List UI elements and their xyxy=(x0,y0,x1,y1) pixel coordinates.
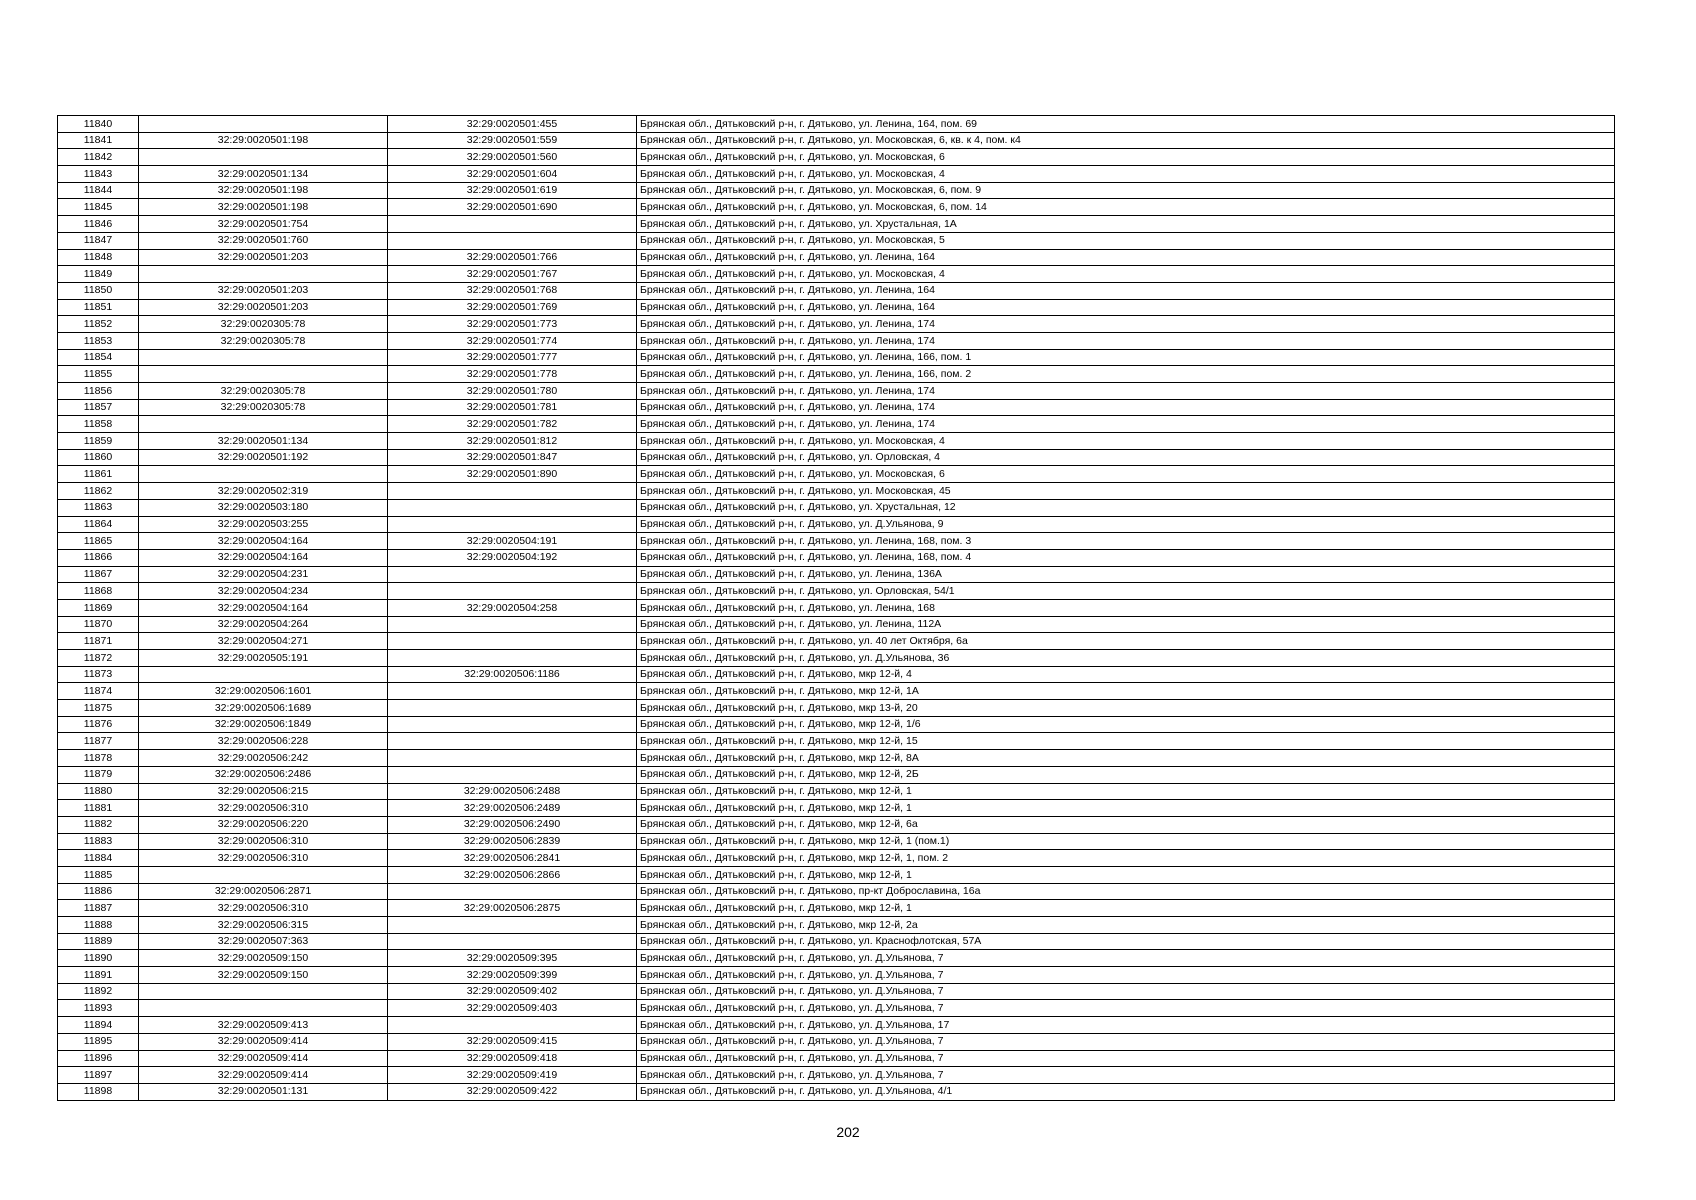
cadastral-parcel-cell: 32:29:0020506:1689 xyxy=(139,700,388,717)
address-cell: Брянская обл., Дятьковский р-н, г. Дятьково, ул. Д.Ульянова, 7 xyxy=(637,1000,1615,1017)
table-row xyxy=(58,1083,1615,1100)
row-number-cell: 11865 xyxy=(58,533,139,550)
cadastral-object-cell xyxy=(388,516,637,533)
table-row xyxy=(58,116,1615,133)
table-row xyxy=(58,983,1615,1000)
cadastral-parcel-cell: 32:29:0020506:228 xyxy=(139,733,388,750)
cadastral-object-cell: 32:29:0020501:774 xyxy=(388,332,637,349)
row-number-cell: 11854 xyxy=(58,349,139,366)
address-cell: Брянская обл., Дятьковский р-н, г. Дятьково, мкр 12-й, 8А xyxy=(637,750,1615,767)
cadastral-parcel-cell: 32:29:0020509:414 xyxy=(139,1033,388,1050)
cadastral-parcel-cell: 32:29:0020501:198 xyxy=(139,199,388,216)
cadastral-parcel-cell xyxy=(139,149,388,166)
row-number-cell: 11895 xyxy=(58,1033,139,1050)
cadastral-parcel-cell: 32:29:0020509:414 xyxy=(139,1050,388,1067)
address-cell: Брянская обл., Дятьковский р-н, г. Дятьково, мкр 12-й, 15 xyxy=(637,733,1615,750)
table-row xyxy=(58,1000,1615,1017)
cadastral-object-cell: 32:29:0020506:2488 xyxy=(388,783,637,800)
row-number-cell: 11863 xyxy=(58,499,139,516)
cadastral-object-cell: 32:29:0020506:1186 xyxy=(388,666,637,683)
cadastral-registry-table xyxy=(57,115,1615,1101)
cadastral-parcel-cell: 32:29:0020501:760 xyxy=(139,232,388,249)
row-number-cell: 11892 xyxy=(58,983,139,1000)
cadastral-parcel-cell xyxy=(139,666,388,683)
cadastral-object-cell: 32:29:0020501:767 xyxy=(388,266,637,283)
table-row xyxy=(58,199,1615,216)
address-cell: Брянская обл., Дятьковский р-н, г. Дятьково, ул. Московская, 4 xyxy=(637,433,1615,450)
cadastral-object-cell: 32:29:0020509:418 xyxy=(388,1050,637,1067)
table-row xyxy=(58,349,1615,366)
table-row xyxy=(58,967,1615,984)
cadastral-object-cell: 32:29:0020509:422 xyxy=(388,1083,637,1100)
address-cell: Брянская обл., Дятьковский р-н, г. Дятьково, ул. Московская, 5 xyxy=(637,232,1615,249)
row-number-cell: 11843 xyxy=(58,166,139,183)
row-number-cell: 11883 xyxy=(58,833,139,850)
row-number-cell: 11873 xyxy=(58,666,139,683)
cadastral-object-cell xyxy=(388,700,637,717)
cadastral-object-cell: 32:29:0020501:890 xyxy=(388,466,637,483)
cadastral-parcel-cell: 32:29:0020504:164 xyxy=(139,599,388,616)
row-number-cell: 11845 xyxy=(58,199,139,216)
table-row xyxy=(58,533,1615,550)
row-number-cell: 11858 xyxy=(58,416,139,433)
address-cell: Брянская обл., Дятьковский р-н, г. Дятьково, ул. Московская, 6, пом. 14 xyxy=(637,199,1615,216)
address-cell: Брянская обл., Дятьковский р-н, г. Дятьково, мкр 12-й, 1 xyxy=(637,866,1615,883)
cadastral-object-cell: 32:29:0020509:403 xyxy=(388,1000,637,1017)
cadastral-object-cell: 32:29:0020504:192 xyxy=(388,549,637,566)
address-cell: Брянская обл., Дятьковский р-н, г. Дятьково, ул. Д.Ульянова, 7 xyxy=(637,950,1615,967)
table-row xyxy=(58,666,1615,683)
table-row xyxy=(58,516,1615,533)
cadastral-object-cell: 32:29:0020506:2490 xyxy=(388,816,637,833)
table-row xyxy=(58,816,1615,833)
address-cell: Брянская обл., Дятьковский р-н, г. Дятьково, ул. Хрустальная, 1А xyxy=(637,216,1615,233)
cadastral-parcel-cell xyxy=(139,366,388,383)
address-cell: Брянская обл., Дятьковский р-н, г. Дятьково, ул. Ленина, 164 xyxy=(637,299,1615,316)
address-cell: Брянская обл., Дятьковский р-н, г. Дятьково, ул. Ленина, 166, пом. 1 xyxy=(637,349,1615,366)
cadastral-object-cell xyxy=(388,499,637,516)
row-number-cell: 11866 xyxy=(58,549,139,566)
row-number-cell: 11841 xyxy=(58,132,139,149)
address-cell: Брянская обл., Дятьковский р-н, г. Дятьково, ул. Орловская, 4 xyxy=(637,449,1615,466)
cadastral-object-cell xyxy=(388,483,637,500)
address-cell: Брянская обл., Дятьковский р-н, г. Дятьково, ул. Ленина, 136А xyxy=(637,566,1615,583)
row-number-cell: 11882 xyxy=(58,816,139,833)
cadastral-parcel-cell xyxy=(139,983,388,1000)
address-cell: Брянская обл., Дятьковский р-н, г. Дятьково, ул. Ленина, 168 xyxy=(637,599,1615,616)
row-number-cell: 11862 xyxy=(58,483,139,500)
cadastral-object-cell xyxy=(388,616,637,633)
address-cell: Брянская обл., Дятьковский р-н, г. Дятьково, ул. Московская, 4 xyxy=(637,266,1615,283)
cadastral-object-cell xyxy=(388,766,637,783)
address-cell: Брянская обл., Дятьковский р-н, г. Дятьково, ул. Ленина, 174 xyxy=(637,383,1615,400)
table-row xyxy=(58,683,1615,700)
address-cell: Брянская обл., Дятьковский р-н, г. Дятьково, мкр 12-й, 6а xyxy=(637,816,1615,833)
address-cell: Брянская обл., Дятьковский р-н, г. Дятьково, мкр 13-й, 20 xyxy=(637,700,1615,717)
table-row xyxy=(58,599,1615,616)
cadastral-parcel-cell: 32:29:0020506:310 xyxy=(139,800,388,817)
table-row xyxy=(58,332,1615,349)
address-cell: Брянская обл., Дятьковский р-н, г. Дятьково, ул. Московская, 6 xyxy=(637,149,1615,166)
row-number-cell: 11896 xyxy=(58,1050,139,1067)
row-number-cell: 11853 xyxy=(58,332,139,349)
cadastral-parcel-cell xyxy=(139,1000,388,1017)
address-cell: Брянская обл., Дятьковский р-н, г. Дятьково, мкр 12-й, 2Б xyxy=(637,766,1615,783)
cadastral-parcel-cell xyxy=(139,466,388,483)
address-cell: Брянская обл., Дятьковский р-н, г. Дятьково, ул. Ленина, 168, пом. 3 xyxy=(637,533,1615,550)
cadastral-parcel-cell: 32:29:0020305:78 xyxy=(139,332,388,349)
address-cell: Брянская обл., Дятьковский р-н, г. Дятьково, мкр 12-й, 4 xyxy=(637,666,1615,683)
row-number-cell: 11889 xyxy=(58,933,139,950)
cadastral-parcel-cell: 32:29:0020506:2486 xyxy=(139,766,388,783)
row-number-cell: 11852 xyxy=(58,316,139,333)
cadastral-parcel-cell: 32:29:0020506:310 xyxy=(139,900,388,917)
address-cell: Брянская обл., Дятьковский р-н, г. Дятьково, ул. Ленина, 164 xyxy=(637,282,1615,299)
table-row xyxy=(58,182,1615,199)
address-cell: Брянская обл., Дятьковский р-н, г. Дятьково, ул. Хрустальная, 12 xyxy=(637,499,1615,516)
cadastral-object-cell: 32:29:0020504:258 xyxy=(388,599,637,616)
cadastral-object-cell: 32:29:0020506:2866 xyxy=(388,866,637,883)
address-cell: Брянская обл., Дятьковский р-н, г. Дятьково, мкр 12-й, 1 (пом.1) xyxy=(637,833,1615,850)
cadastral-parcel-cell: 32:29:0020504:231 xyxy=(139,566,388,583)
cadastral-object-cell xyxy=(388,733,637,750)
cadastral-object-cell: 32:29:0020501:560 xyxy=(388,149,637,166)
cadastral-parcel-cell: 32:29:0020501:134 xyxy=(139,166,388,183)
cadastral-object-cell: 32:29:0020509:399 xyxy=(388,967,637,984)
row-number-cell: 11847 xyxy=(58,232,139,249)
table-row xyxy=(58,850,1615,867)
table-row xyxy=(58,399,1615,416)
row-number-cell: 11888 xyxy=(58,917,139,934)
table-row xyxy=(58,466,1615,483)
row-number-cell: 11846 xyxy=(58,216,139,233)
address-cell: Брянская обл., Дятьковский р-н, г. Дятьково, ул. Московская, 4 xyxy=(637,166,1615,183)
row-number-cell: 11856 xyxy=(58,383,139,400)
table-row xyxy=(58,132,1615,149)
table-row xyxy=(58,566,1615,583)
address-cell: Брянская обл., Дятьковский р-н, г. Дятьково, ул. Московская, 45 xyxy=(637,483,1615,500)
cadastral-object-cell: 32:29:0020501:812 xyxy=(388,433,637,450)
row-number-cell: 11880 xyxy=(58,783,139,800)
table-row xyxy=(58,866,1615,883)
row-number-cell: 11857 xyxy=(58,399,139,416)
row-number-cell: 11848 xyxy=(58,249,139,266)
cadastral-object-cell: 32:29:0020506:2839 xyxy=(388,833,637,850)
row-number-cell: 11842 xyxy=(58,149,139,166)
cadastral-parcel-cell xyxy=(139,116,388,133)
row-number-cell: 11860 xyxy=(58,449,139,466)
table-row xyxy=(58,733,1615,750)
cadastral-object-cell: 32:29:0020501:778 xyxy=(388,366,637,383)
address-cell: Брянская обл., Дятьковский р-н, г. Дятьково, ул. Московская, 6 xyxy=(637,466,1615,483)
table-row xyxy=(58,449,1615,466)
address-cell: Брянская обл., Дятьковский р-н, г. Дятьково, ул. Ленина, 164 xyxy=(637,249,1615,266)
cadastral-parcel-cell: 32:29:0020506:2871 xyxy=(139,883,388,900)
cadastral-parcel-cell: 32:29:0020506:310 xyxy=(139,850,388,867)
cadastral-object-cell: 32:29:0020506:2841 xyxy=(388,850,637,867)
cadastral-object-cell: 32:29:0020501:619 xyxy=(388,182,637,199)
cadastral-parcel-cell: 32:29:0020509:150 xyxy=(139,950,388,967)
address-cell: Брянская обл., Дятьковский р-н, г. Дятьково, мкр 12-й, 1А xyxy=(637,683,1615,700)
cadastral-object-cell: 32:29:0020504:191 xyxy=(388,533,637,550)
table-row xyxy=(58,1033,1615,1050)
address-cell: Брянская обл., Дятьковский р-н, г. Дятьково, ул. Д.Ульянова, 7 xyxy=(637,967,1615,984)
cadastral-parcel-cell: 32:29:0020501:754 xyxy=(139,216,388,233)
address-cell: Брянская обл., Дятьковский р-н, г. Дятьково, ул. Д.Ульянова, 4/1 xyxy=(637,1083,1615,1100)
cadastral-parcel-cell: 32:29:0020509:414 xyxy=(139,1067,388,1084)
cadastral-object-cell: 32:29:0020506:2489 xyxy=(388,800,637,817)
cadastral-parcel-cell: 32:29:0020501:134 xyxy=(139,433,388,450)
cadastral-parcel-cell: 32:29:0020305:78 xyxy=(139,316,388,333)
cadastral-object-cell xyxy=(388,566,637,583)
row-number-cell: 11879 xyxy=(58,766,139,783)
address-cell: Брянская обл., Дятьковский р-н, г. Дятьково, ул. Краснофлотская, 57А xyxy=(637,933,1615,950)
address-cell: Брянская обл., Дятьковский р-н, г. Дятьково, ул. Д.Ульянова, 7 xyxy=(637,1033,1615,1050)
cadastral-object-cell: 32:29:0020501:766 xyxy=(388,249,637,266)
cadastral-object-cell: 32:29:0020501:690 xyxy=(388,199,637,216)
table-row xyxy=(58,149,1615,166)
table-row xyxy=(58,650,1615,667)
address-cell: Брянская обл., Дятьковский р-н, г. Дятьково, ул. Д.Ульянова, 9 xyxy=(637,516,1615,533)
table-row xyxy=(58,383,1615,400)
cadastral-parcel-cell: 32:29:0020501:198 xyxy=(139,182,388,199)
table-row xyxy=(58,933,1615,950)
row-number-cell: 11874 xyxy=(58,683,139,700)
table-row xyxy=(58,883,1615,900)
table-row xyxy=(58,483,1615,500)
table-row xyxy=(58,716,1615,733)
cadastral-object-cell xyxy=(388,216,637,233)
address-cell: Брянская обл., Дятьковский р-н, г. Дятьково, ул. Московская, 6, кв. к 4, пом. к4 xyxy=(637,132,1615,149)
row-number-cell: 11887 xyxy=(58,900,139,917)
cadastral-parcel-cell: 32:29:0020506:315 xyxy=(139,917,388,934)
cadastral-parcel-cell: 32:29:0020509:150 xyxy=(139,967,388,984)
cadastral-parcel-cell: 32:29:0020502:319 xyxy=(139,483,388,500)
address-cell: Брянская обл., Дятьковский р-н, г. Дятьково, мкр 12-й, 1/6 xyxy=(637,716,1615,733)
row-number-cell: 11859 xyxy=(58,433,139,450)
cadastral-parcel-cell: 32:29:0020501:192 xyxy=(139,449,388,466)
row-number-cell: 11869 xyxy=(58,599,139,616)
cadastral-parcel-cell xyxy=(139,266,388,283)
cadastral-parcel-cell: 32:29:0020504:164 xyxy=(139,549,388,566)
address-cell: Брянская обл., Дятьковский р-н, г. Дятьково, ул. 40 лет Октября, 6а xyxy=(637,633,1615,650)
address-cell: Брянская обл., Дятьковский р-н, г. Дятьково, ул. Д.Ульянова, 17 xyxy=(637,1017,1615,1034)
table-row xyxy=(58,249,1615,266)
cadastral-parcel-cell: 32:29:0020501:198 xyxy=(139,132,388,149)
row-number-cell: 11884 xyxy=(58,850,139,867)
cadastral-parcel-cell xyxy=(139,349,388,366)
cadastral-object-cell xyxy=(388,583,637,600)
cadastral-parcel-cell xyxy=(139,866,388,883)
cadastral-parcel-cell: 32:29:0020509:413 xyxy=(139,1017,388,1034)
cadastral-object-cell xyxy=(388,883,637,900)
cadastral-object-cell xyxy=(388,1017,637,1034)
address-cell: Брянская обл., Дятьковский р-н, г. Дятьково, ул. Московская, 6, пом. 9 xyxy=(637,182,1615,199)
table-row xyxy=(58,282,1615,299)
table-row xyxy=(58,900,1615,917)
address-cell: Брянская обл., Дятьковский р-н, г. Дятьково, мкр 12-й, 1, пом. 2 xyxy=(637,850,1615,867)
cadastral-parcel-cell: 32:29:0020506:1849 xyxy=(139,716,388,733)
table-row xyxy=(58,216,1615,233)
address-cell: Брянская обл., Дятьковский р-н, г. Дятьково, ул. Д.Ульянова, 7 xyxy=(637,1050,1615,1067)
cadastral-parcel-cell: 32:29:0020504:164 xyxy=(139,533,388,550)
cadastral-object-cell: 32:29:0020501:777 xyxy=(388,349,637,366)
table-row xyxy=(58,433,1615,450)
row-number-cell: 11894 xyxy=(58,1017,139,1034)
registry-table-body xyxy=(58,116,1615,1101)
row-number-cell: 11849 xyxy=(58,266,139,283)
table-row xyxy=(58,549,1615,566)
row-number-cell: 11868 xyxy=(58,583,139,600)
address-cell: Брянская обл., Дятьковский р-н, г. Дятьково, ул. Ленина, 166, пом. 2 xyxy=(637,366,1615,383)
cadastral-object-cell: 32:29:0020501:769 xyxy=(388,299,637,316)
address-cell: Брянская обл., Дятьковский р-н, г. Дятьково, ул. Ленина, 174 xyxy=(637,316,1615,333)
row-number-cell: 11855 xyxy=(58,366,139,383)
row-number-cell: 11861 xyxy=(58,466,139,483)
cadastral-parcel-cell: 32:29:0020506:310 xyxy=(139,833,388,850)
cadastral-parcel-cell: 32:29:0020501:203 xyxy=(139,282,388,299)
address-cell: Брянская обл., Дятьковский р-н, г. Дятьково, ул. Д.Ульянова, 36 xyxy=(637,650,1615,667)
cadastral-parcel-cell: 32:29:0020506:1601 xyxy=(139,683,388,700)
cadastral-object-cell: 32:29:0020501:781 xyxy=(388,399,637,416)
row-number-cell: 11864 xyxy=(58,516,139,533)
cadastral-object-cell xyxy=(388,633,637,650)
row-number-cell: 11886 xyxy=(58,883,139,900)
page-number: 202 xyxy=(836,1124,860,1140)
table-row xyxy=(58,266,1615,283)
table-row xyxy=(58,166,1615,183)
row-number-cell: 11840 xyxy=(58,116,139,133)
cadastral-parcel-cell: 32:29:0020501:203 xyxy=(139,299,388,316)
cadastral-parcel-cell: 32:29:0020501:131 xyxy=(139,1083,388,1100)
cadastral-object-cell: 32:29:0020506:2875 xyxy=(388,900,637,917)
cadastral-object-cell: 32:29:0020501:604 xyxy=(388,166,637,183)
row-number-cell: 11871 xyxy=(58,633,139,650)
table-row xyxy=(58,783,1615,800)
cadastral-object-cell: 32:29:0020509:415 xyxy=(388,1033,637,1050)
cadastral-parcel-cell xyxy=(139,416,388,433)
table-row xyxy=(58,1067,1615,1084)
row-number-cell: 11875 xyxy=(58,700,139,717)
row-number-cell: 11898 xyxy=(58,1083,139,1100)
cadastral-parcel-cell: 32:29:0020506:215 xyxy=(139,783,388,800)
table-row xyxy=(58,1050,1615,1067)
row-number-cell: 11876 xyxy=(58,716,139,733)
cadastral-object-cell xyxy=(388,650,637,667)
address-cell: Брянская обл., Дятьковский р-н, г. Дятьково, мкр 12-й, 1 xyxy=(637,783,1615,800)
table-row xyxy=(58,800,1615,817)
row-number-cell: 11877 xyxy=(58,733,139,750)
cadastral-parcel-cell: 32:29:0020503:255 xyxy=(139,516,388,533)
cadastral-object-cell: 32:29:0020509:395 xyxy=(388,950,637,967)
address-cell: Брянская обл., Дятьковский р-н, г. Дятьково, ул. Орловская, 54/1 xyxy=(637,583,1615,600)
cadastral-parcel-cell: 32:29:0020305:78 xyxy=(139,383,388,400)
cadastral-parcel-cell: 32:29:0020507:363 xyxy=(139,933,388,950)
row-number-cell: 11893 xyxy=(58,1000,139,1017)
table-row xyxy=(58,616,1615,633)
table-row xyxy=(58,950,1615,967)
row-number-cell: 11867 xyxy=(58,566,139,583)
row-number-cell: 11872 xyxy=(58,650,139,667)
table-row xyxy=(58,232,1615,249)
cadastral-object-cell xyxy=(388,750,637,767)
table-row xyxy=(58,633,1615,650)
address-cell: Брянская обл., Дятьковский р-н, г. Дятьково, ул. Д.Ульянова, 7 xyxy=(637,983,1615,1000)
address-cell: Брянская обл., Дятьковский р-н, г. Дятьково, пр-кт Доброславина, 16а xyxy=(637,883,1615,900)
row-number-cell: 11844 xyxy=(58,182,139,199)
address-cell: Брянская обл., Дятьковский р-н, г. Дятьково, мкр 12-й, 1 xyxy=(637,900,1615,917)
cadastral-object-cell: 32:29:0020501:782 xyxy=(388,416,637,433)
address-cell: Брянская обл., Дятьковский р-н, г. Дятьково, ул. Д.Ульянова, 7 xyxy=(637,1067,1615,1084)
address-cell: Брянская обл., Дятьковский р-н, г. Дятьково, мкр 12-й, 1 xyxy=(637,800,1615,817)
row-number-cell: 11851 xyxy=(58,299,139,316)
row-number-cell: 11890 xyxy=(58,950,139,967)
row-number-cell: 11881 xyxy=(58,800,139,817)
cadastral-parcel-cell: 32:29:0020506:242 xyxy=(139,750,388,767)
table-row xyxy=(58,766,1615,783)
row-number-cell: 11897 xyxy=(58,1067,139,1084)
table-row xyxy=(58,316,1615,333)
cadastral-parcel-cell: 32:29:0020505:191 xyxy=(139,650,388,667)
cadastral-object-cell: 32:29:0020501:780 xyxy=(388,383,637,400)
cadastral-object-cell: 32:29:0020501:847 xyxy=(388,449,637,466)
row-number-cell: 11850 xyxy=(58,282,139,299)
address-cell: Брянская обл., Дятьковский р-н, г. Дятьково, ул. Ленина, 174 xyxy=(637,416,1615,433)
cadastral-parcel-cell: 32:29:0020504:271 xyxy=(139,633,388,650)
cadastral-object-cell: 32:29:0020501:455 xyxy=(388,116,637,133)
cadastral-object-cell: 32:29:0020501:773 xyxy=(388,316,637,333)
cadastral-object-cell xyxy=(388,933,637,950)
cadastral-parcel-cell: 32:29:0020504:264 xyxy=(139,616,388,633)
cadastral-object-cell: 32:29:0020509:402 xyxy=(388,983,637,1000)
table-row xyxy=(58,833,1615,850)
cadastral-parcel-cell: 32:29:0020503:180 xyxy=(139,499,388,516)
cadastral-object-cell xyxy=(388,232,637,249)
address-cell: Брянская обл., Дятьковский р-н, г. Дятьково, ул. Ленина, 112А xyxy=(637,616,1615,633)
table-row xyxy=(58,583,1615,600)
table-row xyxy=(58,1017,1615,1034)
address-cell: Брянская обл., Дятьковский р-н, г. Дятьково, ул. Ленина, 174 xyxy=(637,332,1615,349)
cadastral-parcel-cell: 32:29:0020504:234 xyxy=(139,583,388,600)
cadastral-object-cell: 32:29:0020509:419 xyxy=(388,1067,637,1084)
cadastral-parcel-cell: 32:29:0020506:220 xyxy=(139,816,388,833)
row-number-cell: 11885 xyxy=(58,866,139,883)
table-row xyxy=(58,917,1615,934)
table-row xyxy=(58,750,1615,767)
address-cell: Брянская обл., Дятьковский р-н, г. Дятьково, ул. Ленина, 164, пом. 69 xyxy=(637,116,1615,133)
table-row xyxy=(58,499,1615,516)
table-row xyxy=(58,416,1615,433)
table-row xyxy=(58,366,1615,383)
cadastral-object-cell: 32:29:0020501:559 xyxy=(388,132,637,149)
table-row xyxy=(58,700,1615,717)
table-row xyxy=(58,299,1615,316)
cadastral-parcel-cell: 32:29:0020305:78 xyxy=(139,399,388,416)
address-cell: Брянская обл., Дятьковский р-н, г. Дятьково, ул. Ленина, 168, пом. 4 xyxy=(637,549,1615,566)
cadastral-object-cell xyxy=(388,716,637,733)
cadastral-object-cell xyxy=(388,917,637,934)
row-number-cell: 11891 xyxy=(58,967,139,984)
row-number-cell: 11870 xyxy=(58,616,139,633)
row-number-cell: 11878 xyxy=(58,750,139,767)
cadastral-object-cell: 32:29:0020501:768 xyxy=(388,282,637,299)
cadastral-parcel-cell: 32:29:0020501:203 xyxy=(139,249,388,266)
cadastral-object-cell xyxy=(388,683,637,700)
address-cell: Брянская обл., Дятьковский р-н, г. Дятьково, ул. Ленина, 174 xyxy=(637,399,1615,416)
address-cell: Брянская обл., Дятьковский р-н, г. Дятьково, мкр 12-й, 2а xyxy=(637,917,1615,934)
